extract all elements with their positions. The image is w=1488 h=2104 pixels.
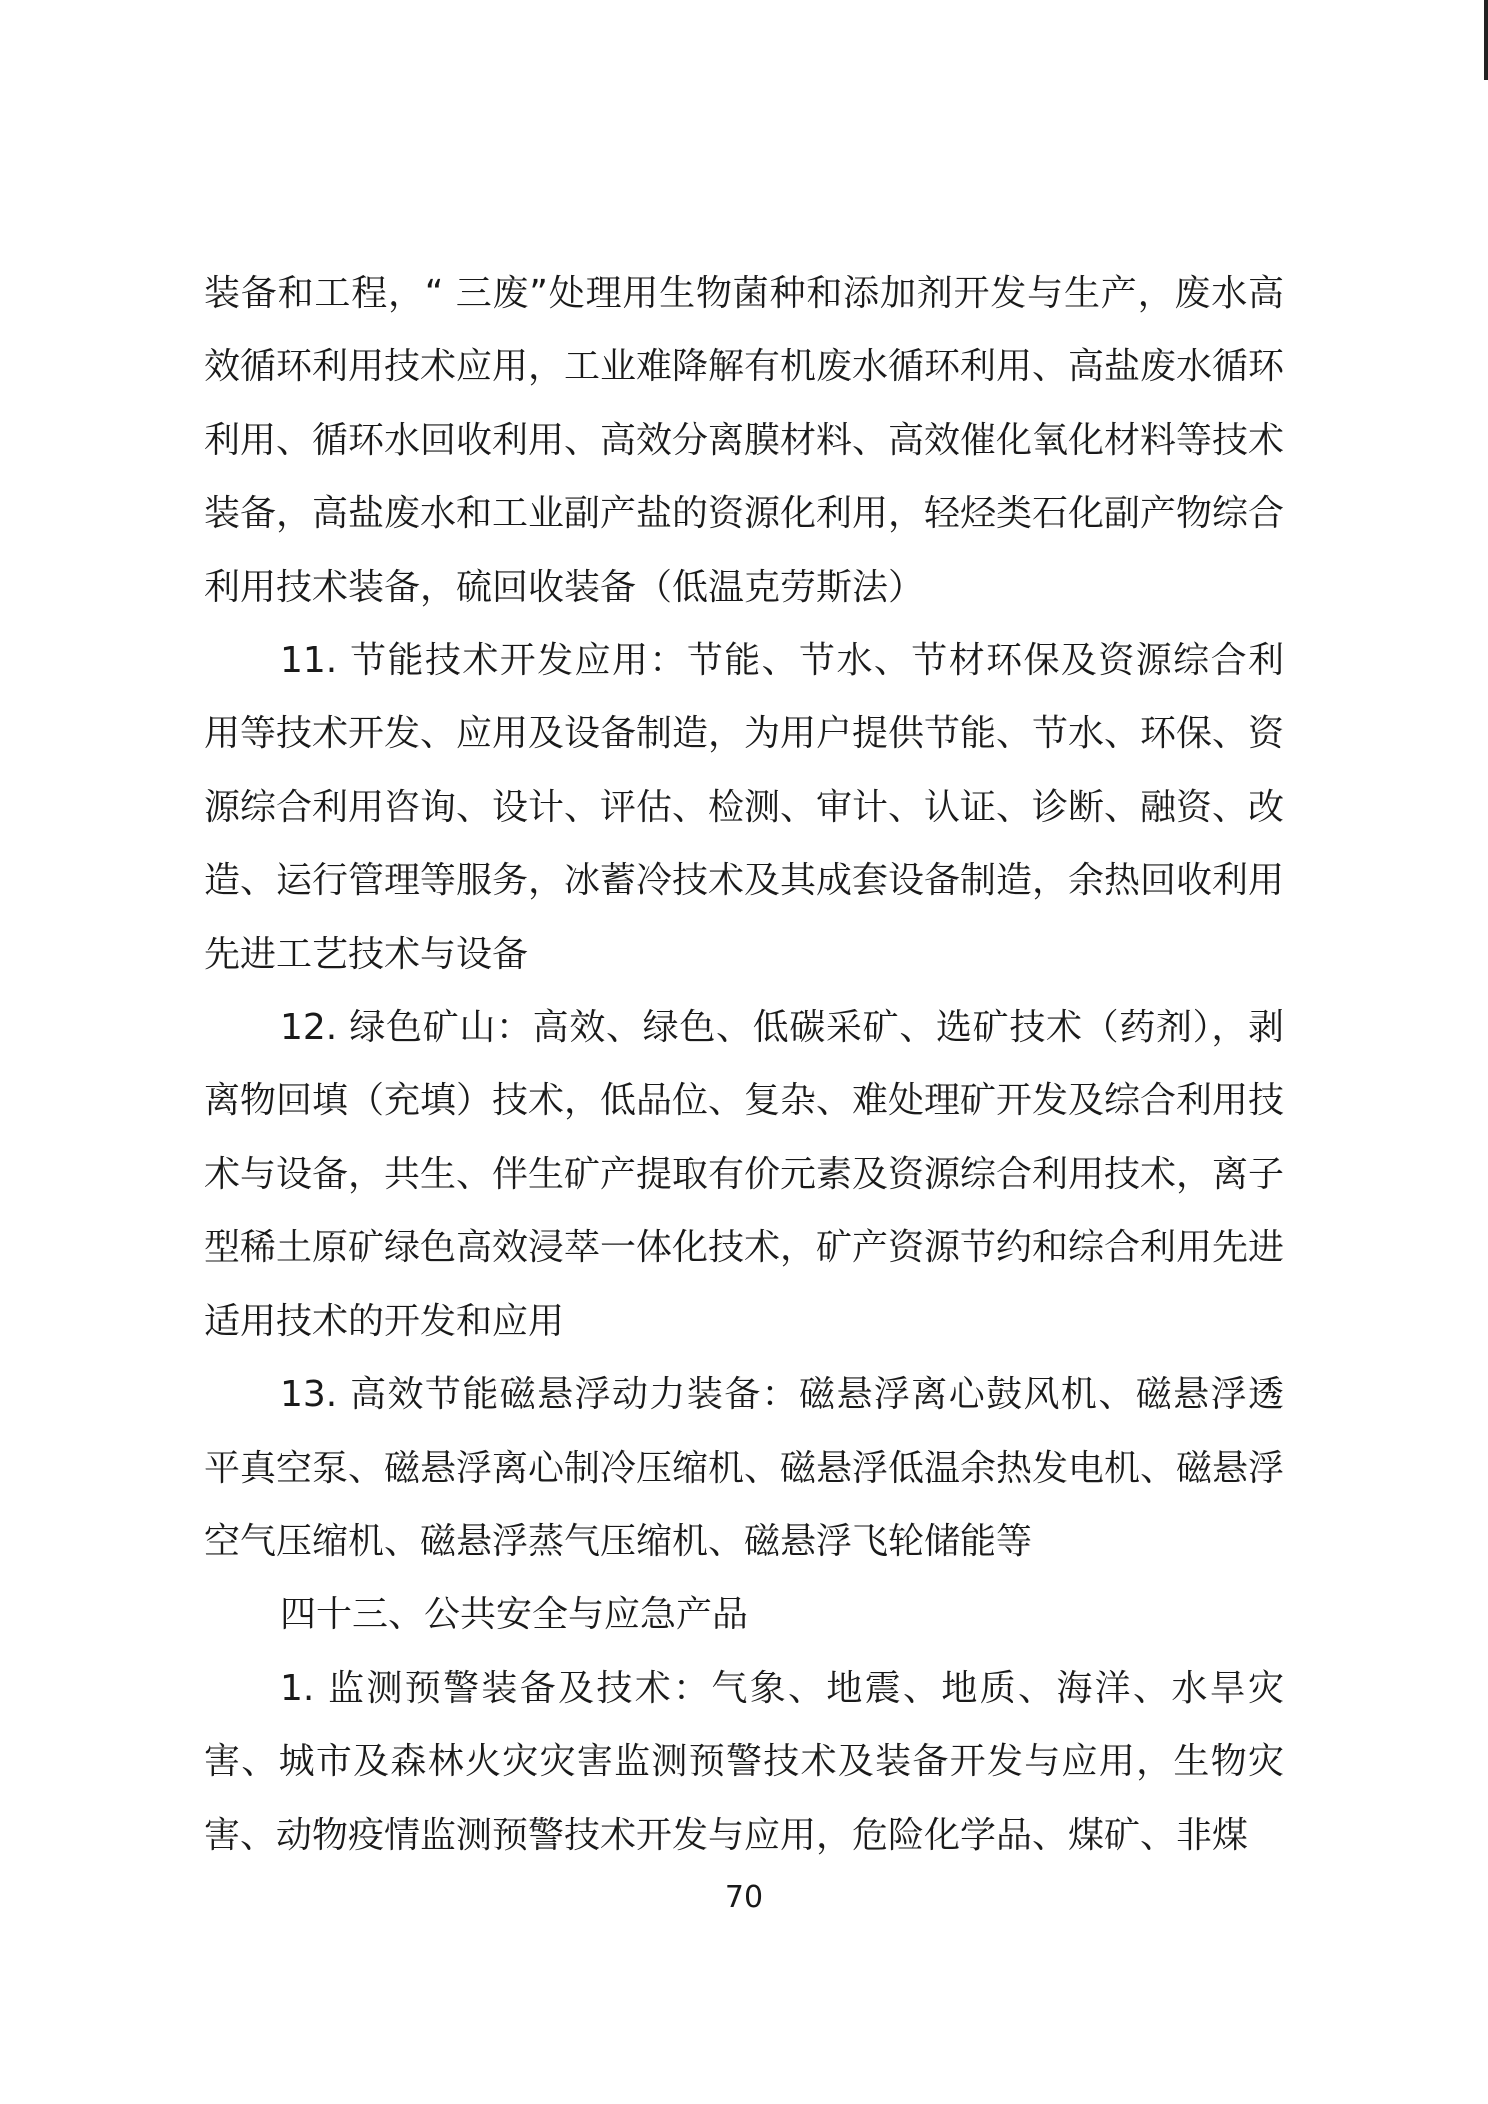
paragraph-item-11: 11. 节能技术开发应用：节能、节水、节材环保及资源综合利用等技术开发、应用及设备制造，为用户提供节能、节水、环保、资源综合利用咨询、设计、评估、检测、审计、认证、诊断、融资、改造、运行管理等服务，冰蓄冷技术及其成套设备制造，余热回收利用先进工艺技术与设备	[204, 640, 1285, 975]
paragraph-item-13: 13. 高效节能磁悬浮动力装备：磁悬浮离心鼓风机、磁悬浮透平真空泵、磁悬浮离心制冷压缩机、磁悬浮低温余热发电机、磁悬浮空气压缩机、磁悬浮蒸气压缩机、磁悬浮飞轮储能等	[204, 1374, 1285, 1562]
paragraph-item-12: 12. 绿色矿山：高效、绿色、低碳采矿、选矿技术（药剂），剥离物回填（充填）技术，低品位、复杂、难处理矿开发及综合利用技术与设备，共生、伴生矿产提取有价元素及资源综合利用技术，离子型稀土原矿绿色高效浸萃一体化技术，矿产资源节约和综合利用先进适用技术的开发和应用	[204, 1007, 1285, 1342]
paragraph-item-1: 1. 监测预警装备及技术：气象、地震、地质、海洋、水旱灾害、城市及森林火灾灾害监测预警技术及装备开发与应用，生物灾害、动物疫情监测预警技术开发与应用，危险化学品、煤矿、非煤	[204, 1667, 1284, 1856]
body-text	[204, 257, 1284, 1872]
page-edge-mark	[1484, 0, 1488, 80]
page-number: 70	[724, 1880, 764, 1915]
section-heading: 四十三、公共安全与应急产品	[280, 1594, 749, 1636]
paragraph-continuation: 装备和工程，“ 三废”处理用生物菌种和添加剂开发与生产，废水高效循环利用技术应用，工业难降解有机废水循环利用、高盐废水循环利用、循环水回收利用、高效分离膜材料、高效催化氧化材料等技术装备，高盐废水和工业副产盐的资源化利用，轻烃类石化副产物综合利用技术装备，硫回收装备（低温克劳斯法）	[204, 273, 1285, 608]
